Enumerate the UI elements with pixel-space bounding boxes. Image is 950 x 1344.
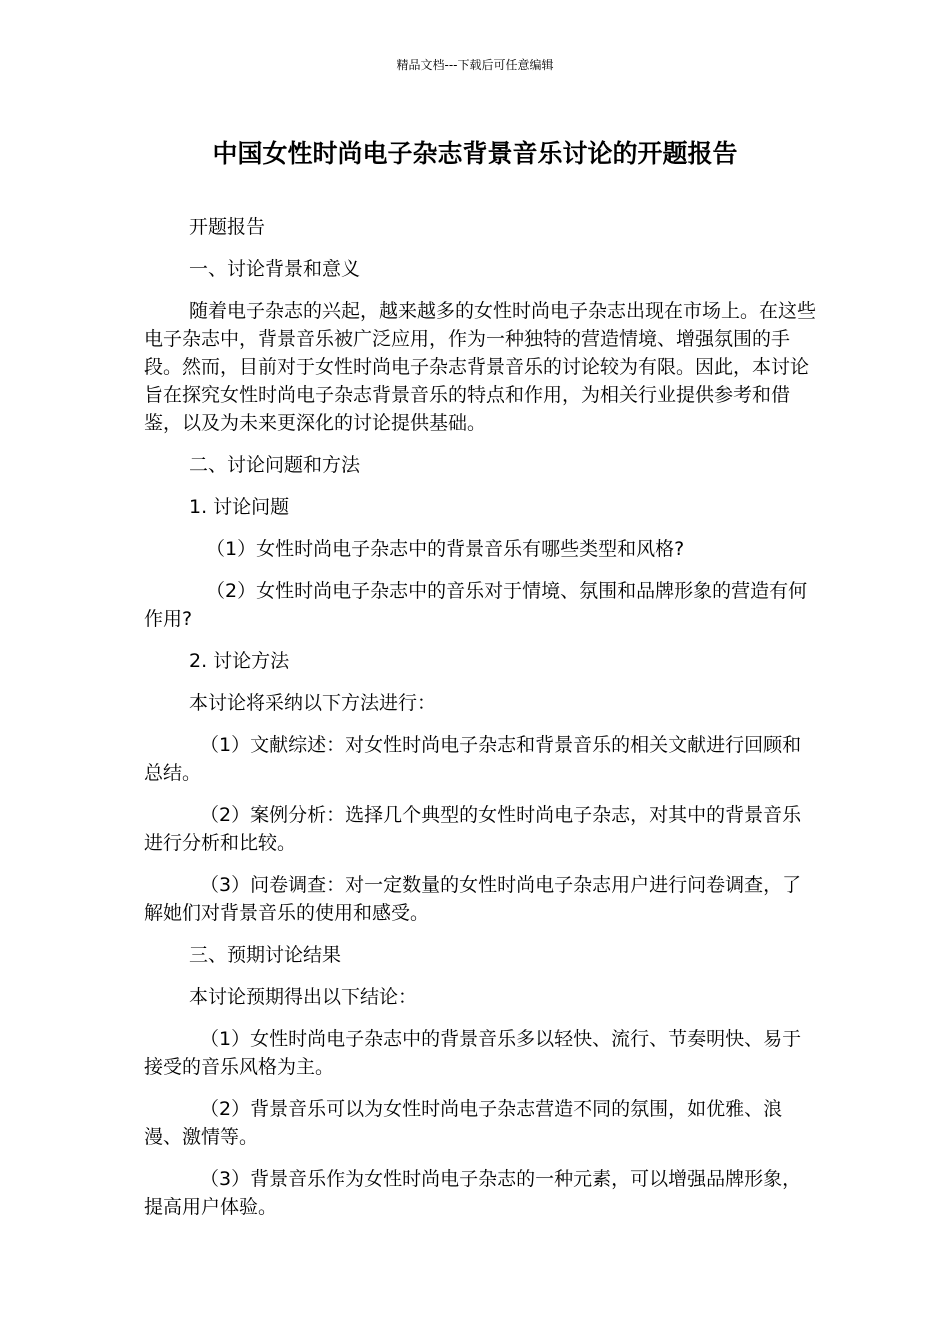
paragraph-background: 随着电子杂志的兴起，越来越多的女性时尚电子杂志出现在市场上。在这些电子杂志中，背景音乐被广泛应用，作为一种独特的营造情境、增强氛围的手段。然而，目前对于女性时尚电子杂志背景音乐的讨论较为有限。因此，本讨论旨在探究女性时尚电子杂志背景音乐的特点和作用，为相关行业提供参考和借鉴，以及为未来更深化的讨论提供基础。 [144, 300, 817, 434]
document-body [144, 213, 816, 1235]
methods-intro: 本讨论将采纳以下方法进行： [189, 692, 437, 714]
result-item-3: （3）背景音乐作为女性时尚电子杂志的一种元素，可以增强品牌形象，提高用户体验。 [144, 1168, 802, 1218]
question-item-2: （2）女性时尚电子杂志中的音乐对于情境、氛围和品牌形象的营造有何作用? [144, 580, 808, 630]
results-intro: 本讨论预期得出以下结论： [189, 986, 418, 1008]
subheading-methods: 2. 讨论方法 [189, 650, 290, 672]
page-header: 精品文档---下载后可任意编辑 [396, 58, 554, 72]
heading-expected-results: 三、预期讨论结果 [189, 944, 342, 966]
heading-background: 一、讨论背景和意义 [189, 258, 361, 280]
method-item-3: （3）问卷调查：对一定数量的女性时尚电子杂志用户进行问卷调查，了解她们对背景音乐的使用和感受。 [144, 874, 802, 924]
subheading-questions: 1. 讨论问题 [189, 496, 290, 518]
result-item-1: （1）女性时尚电子杂志中的背景音乐多以轻快、流行、节奏明快、易于接受的音乐风格为主。 [144, 1028, 802, 1078]
result-item-2: （2）背景音乐可以为女性时尚电子杂志营造不同的氛围，如优雅、浪漫、激情等。 [144, 1098, 783, 1148]
heading-questions-methods: 二、讨论问题和方法 [189, 454, 361, 476]
method-item-2: （2）案例分析：选择几个典型的女性时尚电子杂志，对其中的背景音乐进行分析和比较。 [144, 804, 802, 854]
section-label: 开题报告 [189, 216, 266, 238]
question-item-1: （1）女性时尚电子杂志中的背景音乐有哪些类型和风格? [206, 538, 685, 560]
method-item-1: （1）文献综述：对女性时尚电子杂志和背景音乐的相关文献进行回顾和总结。 [144, 734, 802, 784]
document-title: 中国女性时尚电子杂志背景音乐讨论的开题报告 [212, 139, 738, 168]
